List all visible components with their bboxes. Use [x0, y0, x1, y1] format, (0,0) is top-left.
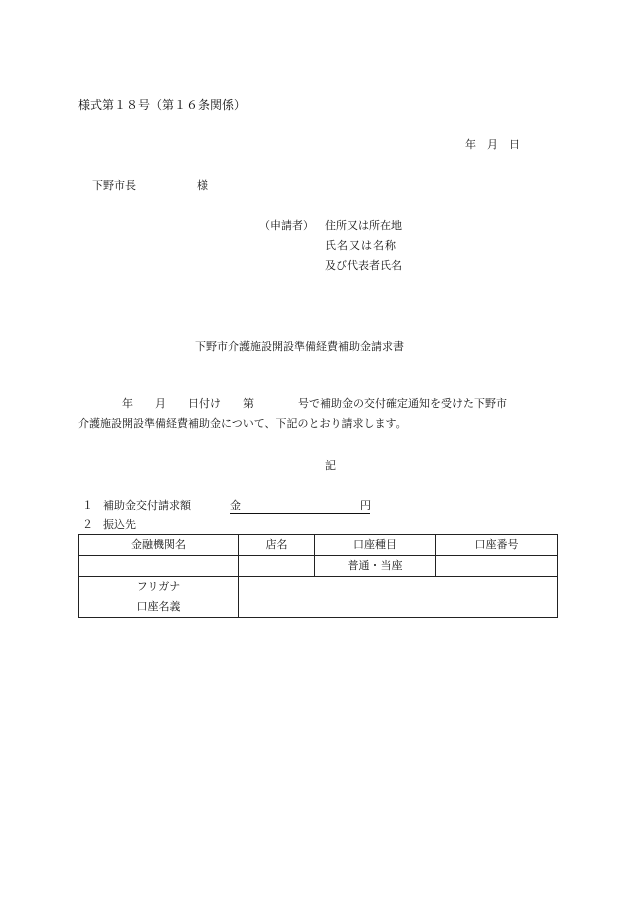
applicant-label: （申請者） [259, 219, 314, 232]
date-line: 年 月 日 [465, 138, 520, 151]
addressee-honorific: 様 [197, 179, 208, 192]
amount-field [230, 500, 370, 514]
table-header-row [79, 535, 558, 556]
item1-label: 補助金交付請求額 [103, 499, 191, 512]
furigana-label: フリガナ [136, 580, 181, 593]
account-holder-value-cell [239, 577, 558, 618]
applicant-name-label: 氏名又は名称 [325, 239, 397, 252]
applicant-representative-label: 及び代表者氏名 [325, 259, 402, 272]
account-type-cell: 普通・当座 [315, 556, 436, 577]
table-value-row [79, 556, 558, 577]
account-name-label: 口座名義 [136, 600, 181, 613]
amount-unit: 円 [360, 499, 371, 512]
addressee-name: 下野市長 [92, 179, 136, 192]
body-line-2: 介護施設開設準備経費補助金について、下記のとおり請求します。 [78, 417, 407, 430]
bank-account-table [78, 534, 558, 618]
ki-heading: 記 [325, 459, 336, 472]
item2-label: 振込先 [103, 518, 136, 531]
header-account-number: 口座番号 [436, 535, 558, 556]
header-account-type: 口座種目 [315, 535, 436, 556]
bank-name-cell [79, 556, 239, 577]
header-bank-name: 金融機関名 [79, 535, 239, 556]
applicant-address-label: 住所又は所在地 [325, 219, 402, 232]
account-holder-label-cell [79, 577, 239, 618]
amount-prefix: 金 [230, 499, 241, 512]
document-title: 下野市介護施設開設準備経費補助金請求書 [195, 340, 404, 353]
branch-name-cell [239, 556, 315, 577]
header-branch-name: 店名 [239, 535, 315, 556]
account-number-cell [436, 556, 558, 577]
item1-number: １ [82, 499, 93, 512]
body-line-1: 年 月 日付け 第 号で補助金の交付確定通知を受けた下野市 [78, 397, 507, 410]
account-holder-row [79, 577, 558, 618]
item2-number: ２ [82, 518, 93, 531]
form-number: 様式第１８号（第１６条関係） [78, 98, 247, 112]
